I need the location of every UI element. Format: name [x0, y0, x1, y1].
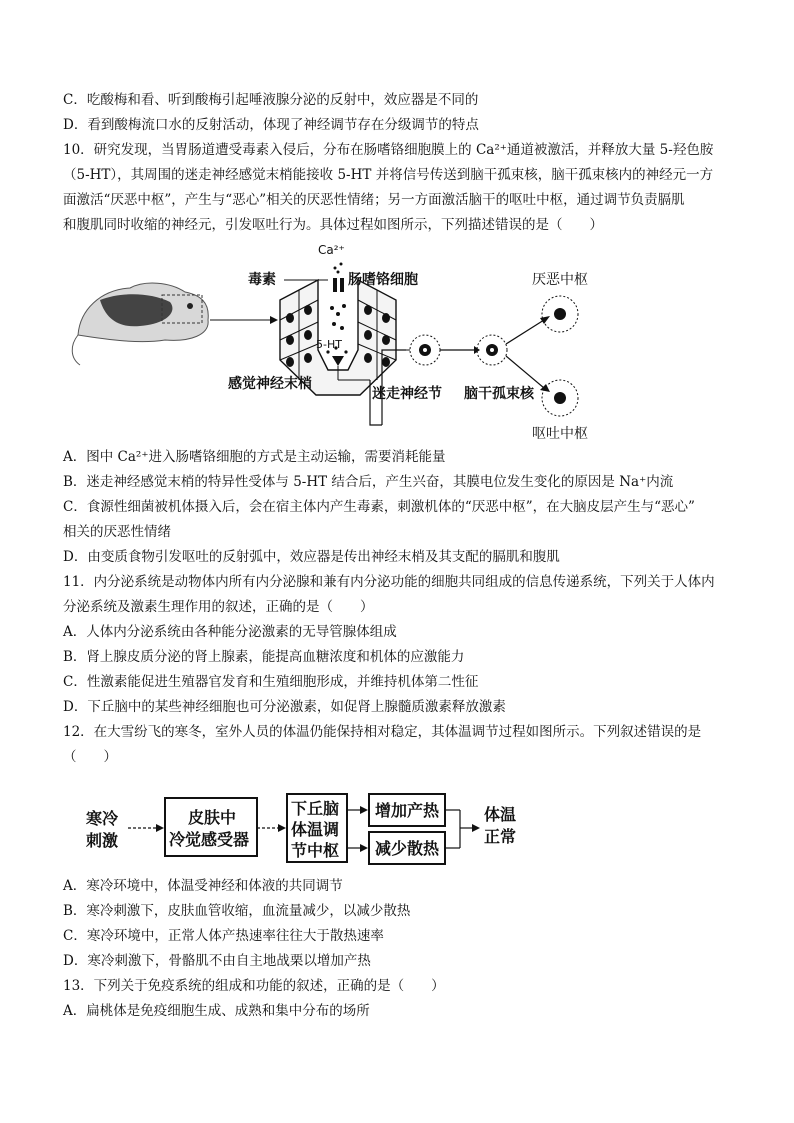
- q10-option-c-cont: 相关的厌恶性情绪: [63, 524, 171, 540]
- q10-stem-line-2: （5-HT），其周围的迷走神经感觉末梢能接收 5-HT 并将信号传送到脑干孤束核，脑干孤束核内的神经元一方: [63, 167, 714, 183]
- normal-temp-label-1: 体温: [484, 805, 517, 824]
- q12-figure: [80, 790, 550, 870]
- q12-option-a: A．寒冷环境中，体温受神经和体液的共同调节: [63, 878, 343, 894]
- q13-option-a: A．扁桃体是免疫细胞生成、成熟和集中分布的场所: [63, 1003, 370, 1019]
- q10-diagram: [70, 240, 630, 445]
- hypo-box-line-2: 体温调: [291, 820, 340, 839]
- increase-heat-label: 增加产热: [375, 801, 440, 820]
- q10-option-b: B．迷走神经感觉末梢的特异性受体与 5-HT 结合后，产生兴奋，其膜电位发生变化的原因是 Na⁺内流: [63, 474, 674, 490]
- q10-stem-line-1: 10．研究发现，当胃肠道遭受毒素入侵后，分布在肠嗜铬细胞膜上的 Ca²⁺通道被激活，并释放大量 5-羟色胺: [63, 142, 714, 158]
- reduce-heat-loss-label: 减少散热: [375, 839, 440, 858]
- q12-stem-line-1: 12．在大雪纷飞的寒冬，室外人员的体温仍能保持相对稳定，其体温调节过程如图所示。下列叙述错误的是: [63, 724, 702, 740]
- q12-option-d: D．寒冷刺激下，骨骼肌不由自主地战栗以增加产热: [63, 953, 371, 969]
- vomit-center-label: 呕吐中枢: [532, 426, 588, 442]
- q9-option-d: D．看到酸梅流口水的反射活动，体现了神经调节存在分级调节的特点: [63, 117, 479, 133]
- hypo-box-line-1: 下丘脑: [291, 799, 340, 818]
- toxin-label: 毒素: [248, 272, 276, 288]
- skin-box-line-1: 皮肤中: [188, 808, 237, 827]
- vagus-ganglion-label: 迷走神经节: [372, 386, 442, 402]
- q11-option-d: D．下丘脑中的某些神经细胞也可分泌激素，如促肾上腺髓质激素释放激素: [63, 699, 506, 715]
- q12-stem-line-2: （ ）: [63, 749, 117, 765]
- q11-option-b: B．肾上腺皮质分泌的肾上腺素，能提高血糖浓度和机体的应激能力: [63, 649, 465, 665]
- q9-option-c: C．吃酸梅和看、听到酸梅引起唾液腺分泌的反射中，效应器是不同的: [63, 92, 479, 108]
- serotonin-label: 5-HT: [316, 338, 342, 351]
- q10-option-c: C．食源性细菌被机体摄入后，会在宿主体内产生毒素，刺激机体的“厌恶中枢”，在大脑皮层产生与“恶心”: [63, 499, 695, 515]
- q11-stem-line-2: 分泌系统及激素生理作用的叙述，正确的是（ ）: [63, 599, 374, 615]
- brainstem-nucleus-label: 脑干孤束核: [464, 386, 534, 402]
- cold-stimulus-label-1: 寒冷: [86, 809, 119, 828]
- ca-channel: [333, 278, 337, 292]
- q12-option-b: B．寒冷刺激下，皮肤血管收缩，血流量减少，以减少散热: [63, 903, 411, 919]
- q10-stem-line-4: 和腹肌同时收缩的神经元，引发呕吐行为。具体过程如图所示，下列描述错误的是（ ）: [63, 217, 603, 233]
- hypo-box-line-3: 节中枢: [291, 841, 340, 860]
- ca-ion-label: Ca²⁺: [318, 243, 345, 257]
- cold-stimulus-label-2: 刺激: [86, 831, 119, 850]
- q10-stem-line-3: 面激活“厌恶中枢”，产生与“恶心”相关的厌恶性情绪；另一方面激活脑干的呕吐中枢，通过调节负责膈肌: [63, 192, 685, 208]
- q10-figure: [70, 240, 630, 445]
- q11-option-a: A．人体内分泌系统由各种能分泌激素的无导管腺体组成: [63, 624, 397, 640]
- skin-box-line-2: 冷觉感受器: [169, 830, 250, 849]
- sensory-ending-icon: [332, 356, 344, 366]
- q12-option-c: C．寒冷环境中，正常人体产热速率往往大于散热速率: [63, 928, 384, 944]
- q12-flowchart: [80, 790, 550, 870]
- q11-stem-line-1: 11．内分泌系统是动物体内所有内分泌腺和兼有内分泌功能的细胞共同组成的信息传递系统，下列关于人体内: [63, 574, 715, 590]
- mouse-illustration: [72, 283, 208, 365]
- cell-label: 肠嗜铬细胞: [348, 272, 418, 288]
- q10-option-a: A．图中 Ca²⁺进入肠嗜铬细胞的方式是主动运输，需要消耗能量: [63, 449, 446, 465]
- normal-temp-label-2: 正常: [484, 827, 517, 846]
- q13-stem: 13．下列关于免疫系统的组成和功能的叙述，正确的是（ ）: [63, 978, 445, 994]
- sensory-ending-label: 感觉神经末梢: [228, 376, 312, 392]
- q10-option-d: D．由变质食物引发呕吐的反射弧中，效应器是传出神经末梢及其支配的膈肌和腹肌: [63, 549, 560, 565]
- disgust-center-label: 厌恶中枢: [532, 272, 588, 288]
- q11-option-c: C．性激素能促进生殖器官发育和生殖细胞形成，并维持机体第二性征: [63, 674, 479, 690]
